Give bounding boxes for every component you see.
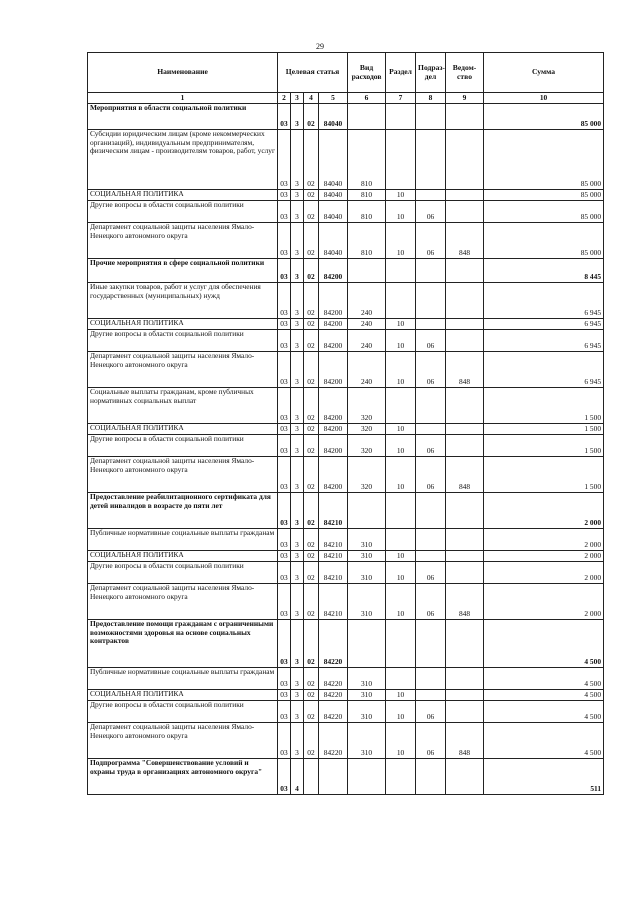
amount-value: 85 000 [484,223,604,259]
header-subsection: Подраз-дел [416,53,446,93]
expense-type-code: 310 [348,723,386,759]
target-activity: 02 [304,104,319,130]
target-subprogram: 4 [291,759,304,795]
expense-type-code: 320 [348,388,386,424]
expense-type-code [348,259,386,283]
row-name: Иные закупки товаров, работ и услуг для обеспечения государственных (муниципальных) нужд [88,283,278,319]
department-code [446,493,484,529]
row-name: Другие вопросы в области социальной политики [88,330,278,352]
subsection-code [416,388,446,424]
target-code: 84200 [319,283,348,319]
target-code: 84220 [319,620,348,668]
amount-value: 6 945 [484,283,604,319]
subsection-code: 06 [416,223,446,259]
column-number: 7 [386,93,416,104]
target-subprogram: 3 [291,584,304,620]
department-code [446,529,484,551]
amount-value: 1 500 [484,457,604,493]
table-row [88,562,604,584]
subsection-code [416,551,446,562]
section-code: 10 [386,223,416,259]
target-subprogram: 3 [291,723,304,759]
target-subprogram: 3 [291,620,304,668]
department-code: 848 [446,352,484,388]
table-row [88,529,604,551]
expense-type-code [348,759,386,795]
department-code: 848 [446,584,484,620]
target-code: 84210 [319,584,348,620]
amount-value: 4 500 [484,620,604,668]
table-row [88,190,604,201]
subsection-code [416,104,446,130]
department-code [446,562,484,584]
expense-type-code: 310 [348,551,386,562]
table-row [88,690,604,701]
header-name: Наименование [88,53,278,93]
target-program: 03 [278,723,291,759]
target-program: 03 [278,190,291,201]
target-activity: 02 [304,424,319,435]
department-code [446,130,484,190]
section-code [386,283,416,319]
section-code: 10 [386,701,416,723]
row-name: Публичные нормативные социальные выплаты гражданам [88,529,278,551]
amount-value: 85 000 [484,104,604,130]
row-name: СОЦИАЛЬНАЯ ПОЛИТИКА [88,690,278,701]
target-code: 84210 [319,493,348,529]
row-name: Публичные нормативные социальные выплаты гражданам [88,668,278,690]
table-row [88,283,604,319]
target-activity: 02 [304,330,319,352]
row-name: СОЦИАЛЬНАЯ ПОЛИТИКА [88,319,278,330]
section-code: 10 [386,551,416,562]
target-activity: 02 [304,584,319,620]
subsection-code: 06 [416,562,446,584]
target-subprogram: 3 [291,668,304,690]
expense-type-code [348,493,386,529]
expense-type-code: 310 [348,690,386,701]
expense-type-code: 320 [348,457,386,493]
table-row [88,352,604,388]
target-activity: 02 [304,701,319,723]
header-target: Целевая статья [278,53,348,93]
column-number: 9 [446,93,484,104]
amount-value: 85 000 [484,190,604,201]
target-subprogram: 3 [291,529,304,551]
subsection-code [416,493,446,529]
table-row [88,620,604,668]
target-program: 03 [278,259,291,283]
department-code [446,201,484,223]
target-activity: 02 [304,130,319,190]
header-section: Раздел [386,53,416,93]
target-code: 84200 [319,388,348,424]
department-code [446,104,484,130]
amount-value: 6 945 [484,352,604,388]
target-program: 03 [278,620,291,668]
header-department: Ведом-ство [446,53,484,93]
expense-type-code: 810 [348,223,386,259]
target-program: 03 [278,701,291,723]
target-subprogram: 3 [291,352,304,388]
section-code: 10 [386,435,416,457]
target-activity: 02 [304,457,319,493]
section-code [386,668,416,690]
target-code: 84200 [319,259,348,283]
subsection-code: 06 [416,201,446,223]
table-row [88,668,604,690]
subsection-code: 06 [416,457,446,493]
table-row [88,388,604,424]
target-program: 03 [278,223,291,259]
expense-type-code: 310 [348,668,386,690]
target-program: 03 [278,435,291,457]
expense-type-code: 240 [348,352,386,388]
section-code: 10 [386,457,416,493]
amount-value: 4 500 [484,723,604,759]
row-name: Прочие мероприятия в сфере социальной политики [88,259,278,283]
row-name: Подпрограмма "Совершенствование условий и охраны труда в организациях автономного округа" [88,759,278,795]
table-row [88,457,604,493]
expense-type-code: 810 [348,201,386,223]
table-row [88,551,604,562]
target-code: 84200 [319,435,348,457]
amount-value: 85 000 [484,201,604,223]
row-name: Департамент социальной защиты населения Ямало-Ненецкого автономного округа [88,723,278,759]
row-name: Социальные выплаты гражданам, кроме публичных нормативных социальных выплат [88,388,278,424]
subsection-code [416,319,446,330]
subsection-code: 06 [416,723,446,759]
target-subprogram: 3 [291,493,304,529]
table-row [88,493,604,529]
department-code [446,330,484,352]
target-subprogram: 3 [291,690,304,701]
target-code: 84200 [319,457,348,493]
target-subprogram: 3 [291,551,304,562]
expense-type-code: 310 [348,701,386,723]
target-subprogram: 3 [291,223,304,259]
target-subprogram: 3 [291,319,304,330]
section-code: 10 [386,319,416,330]
expense-type-code: 310 [348,584,386,620]
header-expense-type: Вид расходов [348,53,386,93]
table-row [88,319,604,330]
section-code [386,529,416,551]
target-subprogram: 3 [291,283,304,319]
department-code: 848 [446,723,484,759]
row-name: Другие вопросы в области социальной политики [88,201,278,223]
section-code: 10 [386,723,416,759]
target-activity: 02 [304,283,319,319]
amount-value: 2 000 [484,551,604,562]
department-code [446,668,484,690]
target-code: 84200 [319,330,348,352]
target-program: 03 [278,388,291,424]
column-number-row [88,93,604,104]
target-subprogram: 3 [291,190,304,201]
target-activity: 02 [304,435,319,457]
target-program: 03 [278,424,291,435]
department-code [446,190,484,201]
expense-type-code [348,620,386,668]
target-activity: 02 [304,668,319,690]
table-row [88,130,604,190]
target-subprogram: 3 [291,562,304,584]
subsection-code: 06 [416,435,446,457]
target-subprogram: 3 [291,701,304,723]
target-code: 84210 [319,562,348,584]
section-code: 10 [386,352,416,388]
target-program: 03 [278,330,291,352]
table-row [88,584,604,620]
target-program: 03 [278,551,291,562]
target-code: 84200 [319,424,348,435]
subsection-code: 06 [416,330,446,352]
row-name: СОЦИАЛЬНАЯ ПОЛИТИКА [88,190,278,201]
target-activity: 02 [304,529,319,551]
department-code [446,259,484,283]
target-subprogram: 3 [291,201,304,223]
header-amount: Сумма [484,53,604,93]
section-code: 10 [386,690,416,701]
expense-type-code: 310 [348,529,386,551]
amount-value: 2 000 [484,493,604,529]
table-row [88,201,604,223]
target-code: 84210 [319,551,348,562]
department-code [446,435,484,457]
target-code: 84200 [319,352,348,388]
column-number: 10 [484,93,604,104]
target-activity: 02 [304,319,319,330]
amount-value: 2 000 [484,584,604,620]
section-code: 10 [386,562,416,584]
target-program: 03 [278,493,291,529]
section-code: 10 [386,190,416,201]
section-code: 10 [386,424,416,435]
expense-type-code: 320 [348,435,386,457]
expense-type-code: 810 [348,190,386,201]
section-code [386,493,416,529]
table-row [88,330,604,352]
expense-type-code: 240 [348,283,386,319]
row-name: Департамент социальной защиты населения Ямало-Ненецкого автономного округа [88,457,278,493]
target-program: 03 [278,130,291,190]
target-activity: 02 [304,620,319,668]
target-code: 84220 [319,701,348,723]
column-number: 1 [88,93,278,104]
target-subprogram: 3 [291,330,304,352]
row-name: Мероприятия в области социальной политики [88,104,278,130]
target-activity: 02 [304,352,319,388]
row-name: Департамент социальной защиты населения Ямало-Ненецкого автономного округа [88,352,278,388]
target-subprogram: 3 [291,130,304,190]
column-number: 5 [319,93,348,104]
budget-table [87,52,604,795]
department-code [446,701,484,723]
section-code [386,759,416,795]
target-program: 03 [278,457,291,493]
row-name: СОЦИАЛЬНАЯ ПОЛИТИКА [88,551,278,562]
subsection-code [416,190,446,201]
column-number: 3 [291,93,304,104]
amount-value: 2 000 [484,529,604,551]
subsection-code [416,283,446,319]
amount-value: 1 500 [484,435,604,457]
table-row [88,723,604,759]
subsection-code [416,690,446,701]
header-row [88,53,604,93]
target-activity: 02 [304,690,319,701]
target-activity: 02 [304,259,319,283]
target-code: 84220 [319,690,348,701]
expense-type-code: 810 [348,130,386,190]
department-code [446,551,484,562]
target-code [319,759,348,795]
target-program: 03 [278,283,291,319]
table-row [88,424,604,435]
target-code: 84040 [319,130,348,190]
table-row [88,759,604,795]
target-activity: 02 [304,493,319,529]
amount-value: 85 000 [484,130,604,190]
row-name: Другие вопросы в области социальной политики [88,701,278,723]
table-row [88,223,604,259]
column-number: 8 [416,93,446,104]
target-code: 84040 [319,190,348,201]
department-code [446,283,484,319]
amount-value: 8 445 [484,259,604,283]
department-code [446,759,484,795]
subsection-code [416,424,446,435]
amount-value: 2 000 [484,562,604,584]
subsection-code [416,759,446,795]
column-number: 4 [304,93,319,104]
department-code [446,620,484,668]
subsection-code [416,529,446,551]
target-code: 84220 [319,723,348,759]
amount-value: 4 500 [484,701,604,723]
target-program: 03 [278,562,291,584]
subsection-code: 06 [416,352,446,388]
table-row [88,259,604,283]
row-name: Субсидии юридическим лицам (кроме некоммерческих организаций), индивидуальным предпринимателям, физическим лицам - производителям товаров, работ, услуг [88,130,278,190]
row-name: Другие вопросы в области социальной политики [88,562,278,584]
subsection-code [416,130,446,190]
section-code: 10 [386,584,416,620]
section-code: 10 [386,201,416,223]
row-name: Другие вопросы в области социальной политики [88,435,278,457]
department-code [446,319,484,330]
target-subprogram: 3 [291,424,304,435]
target-code: 84040 [319,104,348,130]
section-code [386,620,416,668]
amount-value: 1 500 [484,388,604,424]
target-code: 84220 [319,668,348,690]
section-code: 10 [386,330,416,352]
expense-type-code: 310 [348,562,386,584]
target-program: 03 [278,352,291,388]
amount-value: 6 945 [484,319,604,330]
target-activity: 02 [304,388,319,424]
target-activity [304,759,319,795]
target-subprogram: 3 [291,457,304,493]
department-code [446,690,484,701]
target-code: 84040 [319,223,348,259]
amount-value: 1 500 [484,424,604,435]
expense-type-code: 240 [348,319,386,330]
target-program: 03 [278,584,291,620]
target-activity: 02 [304,562,319,584]
table-row [88,104,604,130]
subsection-code [416,259,446,283]
target-activity: 02 [304,551,319,562]
subsection-code [416,620,446,668]
amount-value: 4 500 [484,690,604,701]
target-subprogram: 3 [291,104,304,130]
subsection-code: 06 [416,701,446,723]
amount-value: 4 500 [484,668,604,690]
target-program: 03 [278,690,291,701]
target-program: 03 [278,759,291,795]
department-code: 848 [446,457,484,493]
section-code [386,259,416,283]
row-name: СОЦИАЛЬНАЯ ПОЛИТИКА [88,424,278,435]
target-code: 84200 [319,319,348,330]
expense-type-code: 320 [348,424,386,435]
department-code: 848 [446,223,484,259]
amount-value: 511 [484,759,604,795]
section-code [386,388,416,424]
subsection-code [416,668,446,690]
target-program: 03 [278,319,291,330]
table-row [88,701,604,723]
target-activity: 02 [304,190,319,201]
expense-type-code [348,104,386,130]
target-activity: 02 [304,723,319,759]
row-name: Предоставление помощи гражданам с ограниченными возможностями здоровья на основе социальных контрактов [88,620,278,668]
target-program: 03 [278,104,291,130]
row-name: Предоставление реабилитационного сертификата для детей инвалидов в возрасте до пяти лет [88,493,278,529]
target-subprogram: 3 [291,259,304,283]
target-activity: 02 [304,201,319,223]
amount-value: 6 945 [484,330,604,352]
target-code: 84210 [319,529,348,551]
subsection-code: 06 [416,584,446,620]
target-program: 03 [278,668,291,690]
table-row [88,435,604,457]
expense-type-code: 240 [348,330,386,352]
target-subprogram: 3 [291,435,304,457]
row-name: Департамент социальной защиты населения Ямало-Ненецкого автономного округа [88,223,278,259]
page-number: 29 [316,42,324,51]
department-code [446,388,484,424]
target-subprogram: 3 [291,388,304,424]
section-code [386,130,416,190]
column-number: 2 [278,93,291,104]
target-program: 03 [278,529,291,551]
row-name: Департамент социальной защиты населения Ямало-Ненецкого автономного округа [88,584,278,620]
column-number: 6 [348,93,386,104]
target-program: 03 [278,201,291,223]
department-code [446,424,484,435]
section-code [386,104,416,130]
target-activity: 02 [304,223,319,259]
target-code: 84040 [319,201,348,223]
